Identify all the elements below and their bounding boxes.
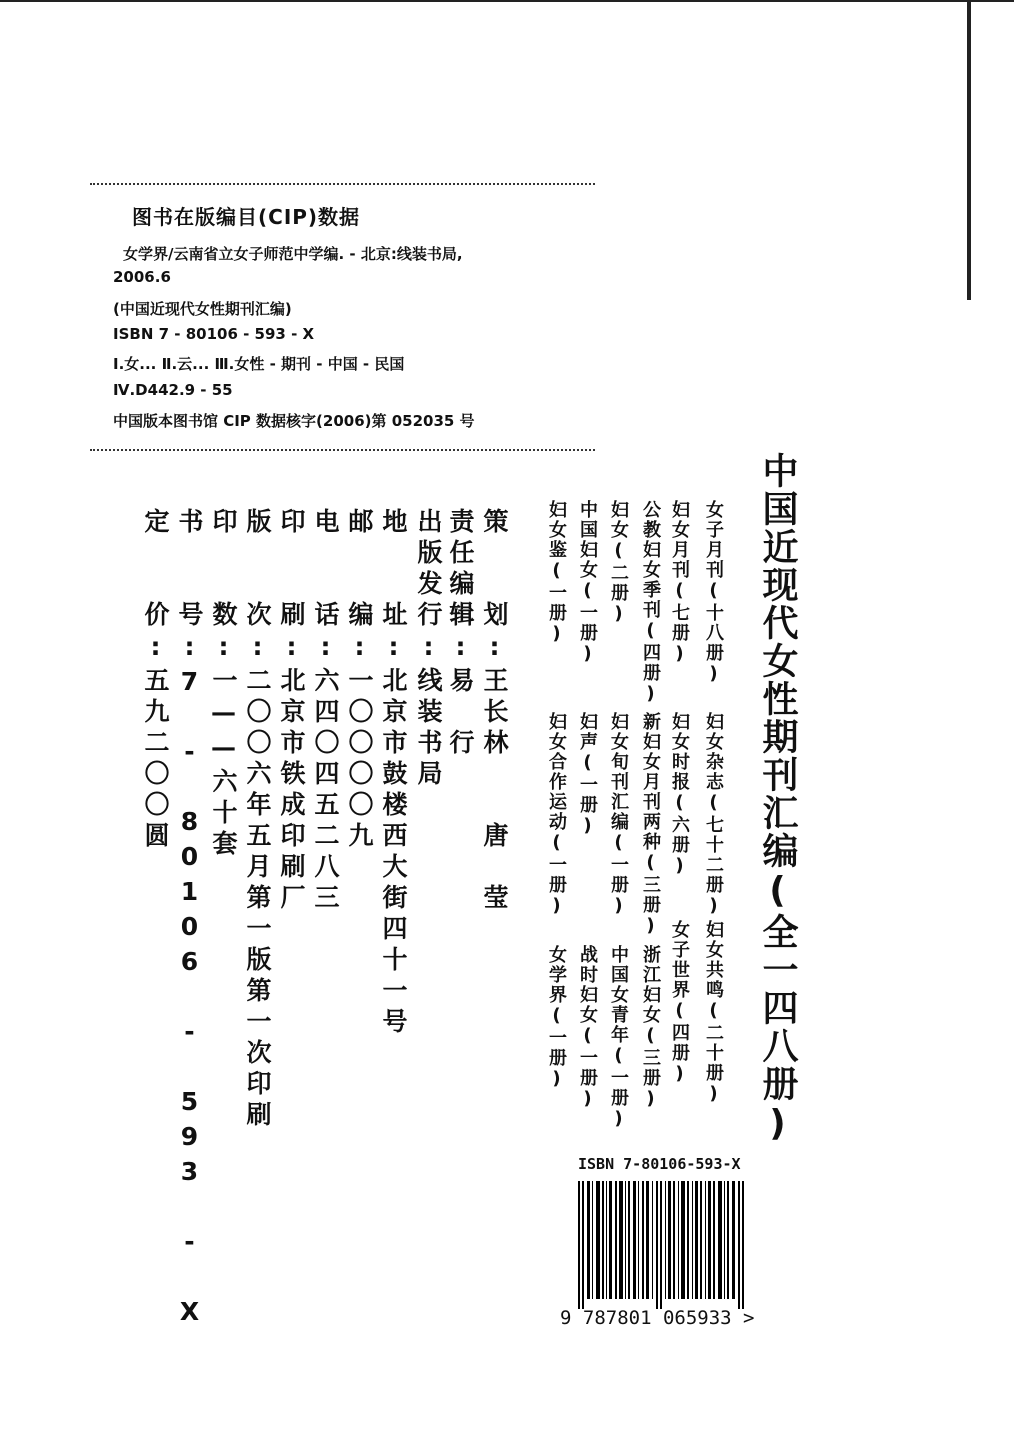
info-value: 二〇〇六年五月第一版第一次印刷: [243, 667, 272, 1132]
page-top-edge: [0, 0, 1014, 2]
info-value: 北京市鼓楼西大街四十一号: [379, 667, 408, 1039]
info-value: 五九二〇〇圆: [141, 667, 170, 853]
series-entry: 妇女鉴(一册): [546, 500, 567, 646]
info-column-planner: [476, 508, 512, 915]
cip-top-divider: [90, 183, 595, 185]
info-column-phone: [307, 508, 343, 915]
page-right-edge: [967, 0, 971, 300]
series-entry: 公教妇女季刊(四册): [640, 500, 661, 706]
series-entry: 妇女旬刊汇编(一册): [608, 712, 629, 918]
info-value: 一——六十套: [209, 667, 238, 861]
cip-line: (中国近现代女性期刊汇编): [113, 300, 292, 318]
info-label: 责任编辑:: [446, 508, 475, 667]
series-entry: 妇女月刊(七册): [669, 500, 690, 666]
cip-bottom-divider: [90, 449, 595, 451]
cip-line: Ⅰ.女... Ⅱ.云... Ⅲ.女性 - 期刊 - 中国 - 民国: [113, 355, 405, 373]
info-label: 邮 编:: [345, 508, 374, 667]
series-entry: 妇女时报(六册): [669, 712, 690, 878]
barcode-isbn: ISBN 7-80106-593-X: [578, 1155, 741, 1173]
info-column-price: [137, 508, 173, 853]
series-title: 中国近现代女性期刊汇编(全一四八册): [757, 452, 798, 1146]
info-value: 王长林 唐 莹: [480, 667, 509, 915]
series-entry: 新妇女月刊两种(三册): [640, 712, 661, 938]
info-value: 六四〇四五二八三: [311, 667, 340, 915]
barcode: [560, 1155, 775, 1335]
series-entry: 妇女杂志(七十二册): [703, 712, 724, 918]
series-entry: 女学界(一册): [546, 945, 567, 1091]
series-entry: 女子月刊(十八册): [703, 500, 724, 686]
info-label: 书 号:: [175, 508, 204, 667]
info-column-publisher: [410, 508, 446, 791]
info-value: 线装书局: [414, 667, 443, 791]
barcode-bars: [578, 1181, 748, 1309]
info-column-printer: [273, 508, 309, 915]
info-column-print-run: [205, 508, 241, 861]
series-entry: 妇女共鸣(二十册): [703, 920, 724, 1106]
info-column-address: [375, 508, 411, 1039]
info-column-postcode: [341, 508, 377, 853]
info-column-book-number: [171, 508, 207, 1332]
series-entry: 女子世界(四册): [669, 920, 690, 1086]
info-label: 地 址:: [379, 508, 408, 667]
series-entry: 战时妇女(一册): [577, 945, 598, 1111]
info-label: 策 划:: [480, 508, 509, 667]
series-entry: 妇声(一册): [577, 712, 598, 838]
info-label: 电 话:: [311, 508, 340, 667]
info-label: 印 数:: [209, 508, 238, 667]
series-entry: 妇女合作运动(一册): [546, 712, 567, 918]
series-entry: 中国妇女(一册): [577, 500, 598, 666]
info-label: 版 次:: [243, 508, 272, 667]
info-value: 一〇〇〇〇九: [345, 667, 374, 853]
cip-title: 图书在版编目(CIP)数据: [132, 205, 361, 229]
series-entry: 浙江妇女(三册): [640, 945, 661, 1111]
info-value: 7 - 80106 - 593 - X: [175, 667, 204, 1332]
info-column-editor: [442, 508, 478, 760]
info-value: 北京市铁成印刷厂: [277, 667, 306, 915]
cip-line: 女学界/云南省立女子师范中学编. - 北京:线装书局,: [123, 245, 463, 263]
cip-line: Ⅳ.D442.9 - 55: [113, 381, 233, 399]
series-entry: 中国女青年(一册): [608, 945, 629, 1131]
info-value: 易 行: [446, 667, 475, 760]
cip-line: 中国版本图书馆 CIP 数据核字(2006)第 052035 号: [113, 412, 475, 430]
series-entry: 妇女(二册): [608, 500, 629, 626]
info-column-edition: [239, 508, 275, 1132]
cip-line: ISBN 7 - 80106 - 593 - X: [113, 325, 315, 343]
cip-line: 2006.6: [113, 268, 171, 286]
info-label: 出版发行:: [414, 508, 443, 667]
barcode-ean: 9 787801 065933 >: [560, 1307, 755, 1329]
info-label: 印 刷:: [277, 508, 306, 667]
info-label: 定 价:: [141, 508, 170, 667]
